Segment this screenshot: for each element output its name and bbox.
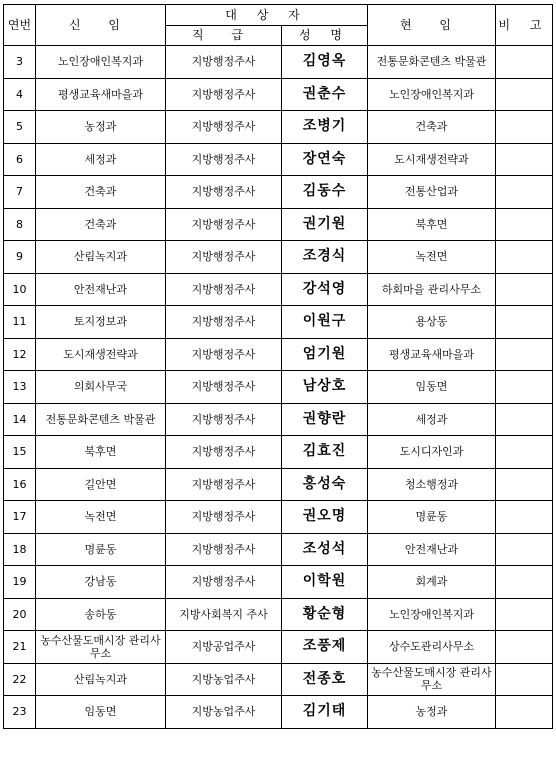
cell-rank: 지방행정주사 [166,468,282,501]
cell-rank: 지방행정주사 [166,78,282,111]
cell-name: 권기원 [282,208,368,241]
cell-note [496,501,553,534]
cell-note [496,566,553,599]
cell-current-post: 상수도관리사무소 [368,631,496,664]
cell-note [496,306,553,339]
cell-rank: 지방공업주사 [166,631,282,664]
cell-seq: 9 [4,241,36,274]
cell-rank: 지방행정주사 [166,533,282,566]
cell-new-post: 임동면 [36,696,166,729]
cell-current-post: 전통문화콘텐츠 박물관 [368,46,496,79]
cell-current-post: 도시디자인과 [368,436,496,469]
cell-note [496,143,553,176]
cell-rank: 지방행정주사 [166,208,282,241]
cell-seq: 11 [4,306,36,339]
cell-seq: 23 [4,696,36,729]
cell-name: 조병기 [282,111,368,144]
cell-current-post: 명륜동 [368,501,496,534]
cell-name: 조성석 [282,533,368,566]
table-row [4,338,553,371]
cell-name: 전종호 [282,663,368,696]
cell-name: 이원구 [282,306,368,339]
header-current-post: 현 임 [368,5,496,46]
cell-name: 권향란 [282,403,368,436]
cell-current-post: 농정과 [368,696,496,729]
cell-rank: 지방행정주사 [166,241,282,274]
table-row [4,241,553,274]
cell-rank: 지방농업주사 [166,663,282,696]
table-row [4,598,553,631]
cell-note [496,403,553,436]
table-row [4,371,553,404]
cell-new-post: 송하동 [36,598,166,631]
cell-current-post: 녹전면 [368,241,496,274]
table-row [4,273,553,306]
cell-name: 엄기원 [282,338,368,371]
personnel-table [3,4,553,729]
cell-seq: 15 [4,436,36,469]
cell-name: 김동수 [282,176,368,209]
cell-note [496,78,553,111]
table-row [4,306,553,339]
table-row [4,663,553,696]
cell-seq: 19 [4,566,36,599]
cell-new-post: 강남동 [36,566,166,599]
cell-note [496,631,553,664]
cell-rank: 지방행정주사 [166,436,282,469]
cell-note [496,468,553,501]
cell-name: 이학원 [282,566,368,599]
table-row [4,468,553,501]
cell-seq: 22 [4,663,36,696]
cell-rank: 지방행정주사 [166,273,282,306]
cell-name: 홍성숙 [282,468,368,501]
cell-name: 강석영 [282,273,368,306]
cell-current-post: 용상동 [368,306,496,339]
table-row [4,176,553,209]
table-row [4,436,553,469]
cell-note [496,696,553,729]
table-row [4,403,553,436]
cell-seq: 8 [4,208,36,241]
cell-rank: 지방행정주사 [166,143,282,176]
cell-new-post: 건축과 [36,208,166,241]
cell-note [496,533,553,566]
cell-note [496,241,553,274]
cell-new-post: 산림녹지과 [36,241,166,274]
cell-seq: 12 [4,338,36,371]
cell-current-post: 전통산업과 [368,176,496,209]
cell-rank: 지방행정주사 [166,501,282,534]
cell-new-post: 길안면 [36,468,166,501]
cell-current-post: 건축과 [368,111,496,144]
cell-seq: 17 [4,501,36,534]
cell-note [496,436,553,469]
cell-current-post: 노인장애인복지과 [368,598,496,631]
cell-rank: 지방행정주사 [166,306,282,339]
table-row [4,78,553,111]
cell-seq: 13 [4,371,36,404]
table-row [4,111,553,144]
cell-seq: 21 [4,631,36,664]
cell-rank: 지방행정주사 [166,566,282,599]
cell-note [496,598,553,631]
cell-name: 조경식 [282,241,368,274]
cell-new-post: 농정과 [36,111,166,144]
header-name: 성 명 [282,26,368,46]
table-row [4,501,553,534]
cell-new-post: 농수산물도매시장 관리사무소 [36,631,166,664]
cell-note [496,371,553,404]
cell-rank: 지방행정주사 [166,176,282,209]
cell-new-post: 산림녹지과 [36,663,166,696]
cell-name: 황순형 [282,598,368,631]
cell-note [496,273,553,306]
cell-name: 권춘수 [282,78,368,111]
cell-current-post: 북후면 [368,208,496,241]
cell-new-post: 노인장애인복지과 [36,46,166,79]
cell-rank: 지방행정주사 [166,338,282,371]
header-rank: 직 급 [166,26,282,46]
cell-seq: 18 [4,533,36,566]
cell-seq: 3 [4,46,36,79]
table-row [4,696,553,729]
cell-name: 김효진 [282,436,368,469]
cell-new-post: 녹전면 [36,501,166,534]
cell-note [496,208,553,241]
table-row [4,46,553,79]
cell-new-post: 북후면 [36,436,166,469]
cell-seq: 16 [4,468,36,501]
cell-seq: 20 [4,598,36,631]
cell-current-post: 하회마을 관리사무소 [368,273,496,306]
cell-current-post: 도시재생전략과 [368,143,496,176]
cell-name: 조풍제 [282,631,368,664]
cell-current-post: 회계과 [368,566,496,599]
header-target: 대 상 자 [166,5,368,26]
cell-note [496,663,553,696]
cell-seq: 5 [4,111,36,144]
cell-name: 장연숙 [282,143,368,176]
cell-rank: 지방행정주사 [166,371,282,404]
header-seq: 연번 [4,5,36,46]
table-row [4,566,553,599]
cell-name: 김기태 [282,696,368,729]
cell-seq: 7 [4,176,36,209]
cell-current-post: 농수산물도매시장 관리사무소 [368,663,496,696]
cell-note [496,111,553,144]
table-row [4,533,553,566]
cell-seq: 6 [4,143,36,176]
cell-seq: 10 [4,273,36,306]
cell-current-post: 안전재난과 [368,533,496,566]
cell-note [496,46,553,79]
cell-rank: 지방사회복지 주사 [166,598,282,631]
cell-new-post: 전통문화콘텐츠 박물관 [36,403,166,436]
cell-current-post: 노인장애인복지과 [368,78,496,111]
table-body [4,46,553,729]
cell-name: 남상호 [282,371,368,404]
cell-rank: 지방농업주사 [166,696,282,729]
cell-seq: 14 [4,403,36,436]
header-new-post: 신 임 [36,5,166,46]
cell-name: 김영옥 [282,46,368,79]
cell-current-post: 청소행정과 [368,468,496,501]
cell-new-post: 안전재난과 [36,273,166,306]
cell-current-post: 세정과 [368,403,496,436]
cell-name: 권오명 [282,501,368,534]
cell-note [496,176,553,209]
cell-rank: 지방행정주사 [166,46,282,79]
cell-new-post: 토지정보과 [36,306,166,339]
cell-new-post: 세정과 [36,143,166,176]
table-row [4,208,553,241]
cell-rank: 지방행정주사 [166,403,282,436]
cell-current-post: 평생교육새마을과 [368,338,496,371]
cell-new-post: 평생교육새마을과 [36,78,166,111]
cell-seq: 4 [4,78,36,111]
cell-new-post: 건축과 [36,176,166,209]
cell-new-post: 의회사무국 [36,371,166,404]
cell-new-post: 도시재생전략과 [36,338,166,371]
cell-note [496,338,553,371]
table-row [4,143,553,176]
cell-rank: 지방행정주사 [166,111,282,144]
cell-new-post: 명륜동 [36,533,166,566]
header-note: 비 고 [496,5,553,46]
table-row [4,631,553,664]
cell-current-post: 임동면 [368,371,496,404]
